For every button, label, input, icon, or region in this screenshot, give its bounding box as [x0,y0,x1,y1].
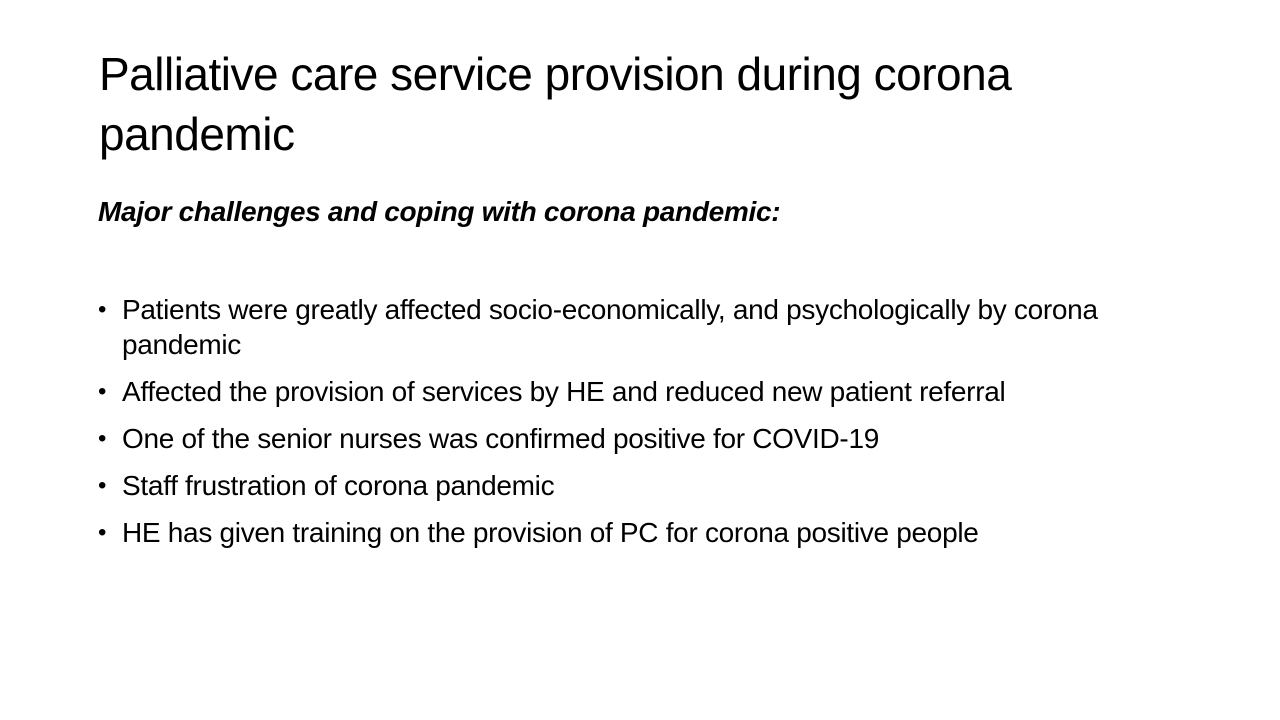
slide-title: Palliative care service provision during corona pandemic [99,48,1012,160]
bullet-item [98,515,1198,550]
bullet-text: One of the senior nurses was confirmed positive for COVID-19 [122,423,880,454]
bullet-icon: • [98,378,107,405]
bullet-item [98,374,1198,409]
bullet-item [98,468,1198,503]
slide-subtitle: Major challenges and coping with corona pandemic: [98,196,781,227]
bullet-text: Staff frustration of corona pandemic [122,470,555,501]
bullet-item [98,421,1198,456]
bullet-text: Affected the provision of services by HE and reduced new patient referral [122,376,1006,407]
bullet-text: Patients were greatly affected socio-economically, and psychologically by corona pandemic [122,294,1098,360]
bullet-icon: • [98,296,107,323]
bullet-icon: • [98,425,107,452]
bullet-text: HE has given training on the provision of PC for corona positive people [122,517,979,548]
bullet-item [98,292,1198,362]
bullet-icon: • [98,519,107,546]
bullet-list [98,292,1198,562]
bullet-icon: • [98,472,107,499]
